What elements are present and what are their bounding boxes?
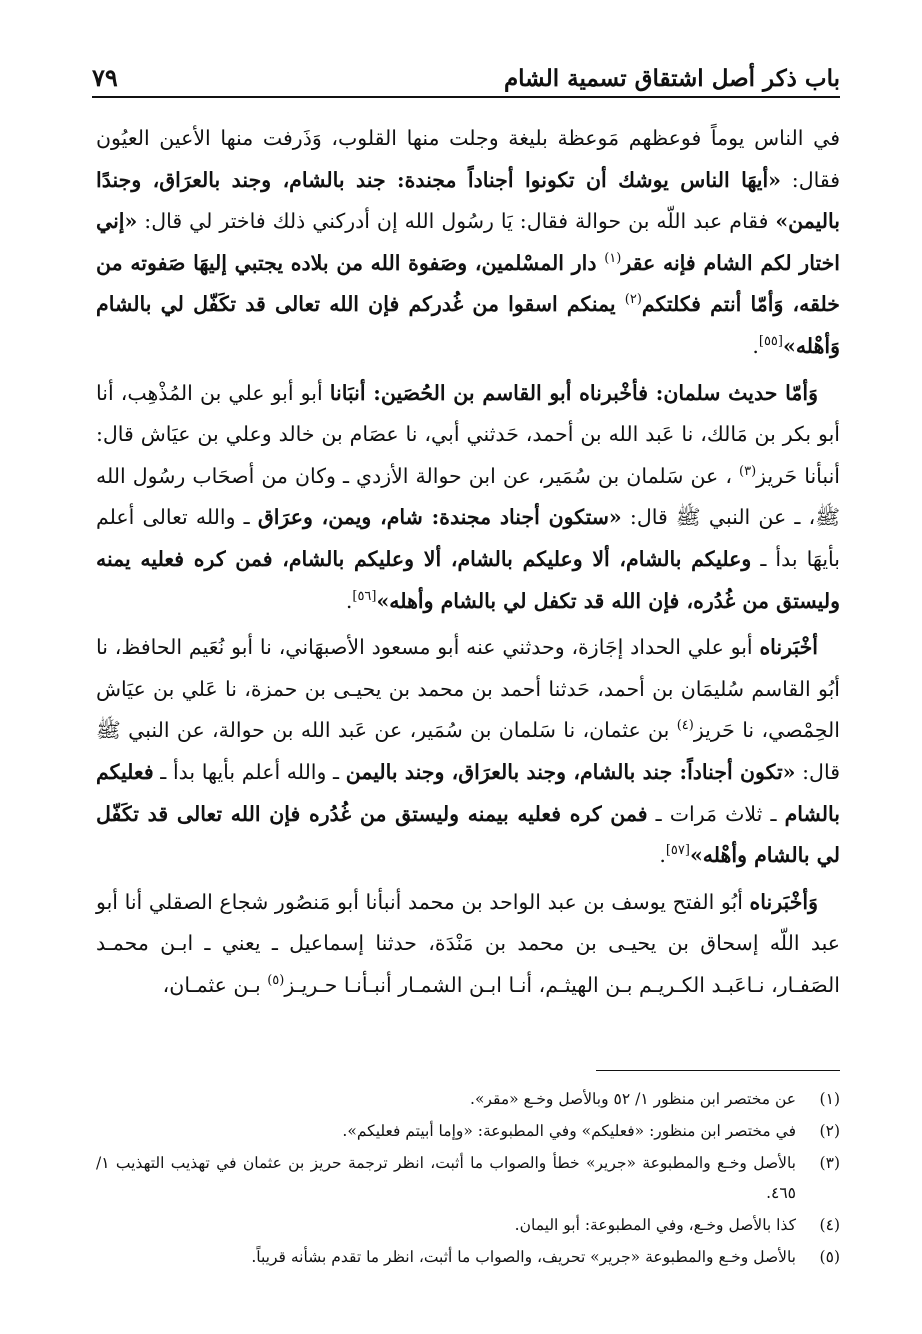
text-run: أبُو الفتح يوسف بن عبد الواحد بن محمد أنبأنا أبو مَنصُور شجاع الصقلي أنا أبو عبد اللّه إسحاق بن يحيـى بن محمد بن مَنْدَة، حدثنا إسماعيل ـ يعني ـ ابـن محمـد الصَفـار، نـاعَبـد الكـريـم بـن الهيثـم، أنـا ابـن الشمـار أنبـأنـا حـريـز: [96, 889, 840, 997]
hadith-quote: فمن كره فعليه بيمنه وليستق من غُدُره فإن الله تعالى قد تكَفّل لي بالشام وأهْله»: [96, 801, 840, 868]
isnad-heading: وَأخْبَرناه: [749, 889, 818, 914]
sentence-end: .: [345, 588, 353, 613]
text-run: بن عثمان، نا سَلمان بن سُمَير، عن عَبد الله بن حوالة، عن النبي ﷺ قال:: [96, 718, 841, 784]
text-run: بـن عثمـان،: [162, 972, 268, 997]
footnote: [96, 1242, 840, 1272]
page-number: ٧٩: [92, 63, 118, 92]
footnote: [96, 1210, 840, 1240]
footnote-separator: [596, 1070, 840, 1071]
text-run: أبو علي الحداد إجَازة، وحدثني عنه أبو مسعود الأصبهَاني، نا أبو نُعَيم الحافظ، نا أبُو القاسم سُليمَان بن أحمد، حَدثنا أحمد بن محمد بن يحيـى بن حمزة، نا عَلي بن عيَاش الحِمْصي، نا حَريز: [96, 635, 840, 743]
hadith-quote: فعليكم بالشام: [96, 759, 840, 826]
footnote-marker[interactable]: (٢): [624, 292, 642, 308]
hadith-quote: «إني اختار لكم الشام فإنه عقر: [96, 209, 840, 275]
header-rule: [92, 96, 840, 98]
main-text: [96, 118, 840, 1011]
text-run: ـ والله تعالى أعلم بأيهَا بدأ ـ: [96, 505, 841, 571]
footnote-number: (٢): [819, 1122, 840, 1140]
hadith-quote: «أيهَا الناس يوشك أن تكونوا أجناداً مجندة: جند بالشام، وجند بالعرَاق، وجندًا باليمن»: [96, 167, 840, 234]
isnad-heading: أخْبَرناه: [759, 635, 818, 660]
chapter-title: باب ذكر أصل اشتقاق تسمية الشام: [503, 65, 840, 92]
text-run: فقام عبد اللّه بن حوالة فقال: يَا رسُول الله إن أدركني ذلك فاختر لي قال:: [137, 209, 776, 234]
text-run: ، عن سَلمان بن سُمَير، عن ابن حوالة الأزدي ـ وكان من أصحَاب رسُول الله ﷺ، ـ عن النبي ﷺ قال:: [96, 463, 840, 530]
footnote: [96, 1116, 840, 1146]
footnote-text: في مختصر ابن منظور: «فعليكم» وفي المطبوعة: «وإما أبيتم فعليكم».: [342, 1122, 796, 1140]
footnote-number: (٣): [819, 1154, 840, 1172]
footnote-text: عن مختصر ابن منظور ١/ ٥٢ وبالأصل وخـع «مقر».: [470, 1090, 796, 1108]
running-header: [92, 52, 840, 98]
hadith-quote: يمنكم اسقوا من غُدركم فإن الله تعالى قد تكَفّل لي بالشام وَأهْله»: [96, 292, 840, 358]
footnote-text: بالأصل وخـع والمطبوعة «جرير» تحريف، والصواب ما أثبت، انظر ما تقدم بشأنه قريباً.: [251, 1248, 796, 1266]
sentence-end: .: [659, 843, 666, 868]
paragraph-4: [96, 882, 840, 1007]
text-run: ـ ثلاث مَرات ـ: [647, 801, 785, 826]
isnad-heading: وَأمّا حديث سلمان: فأخْبرناه أبو القاسم بن الحُصَين: أنبَانا: [329, 380, 818, 405]
paragraph-1: [96, 118, 840, 368]
hadith-reference: [٥٧]: [665, 843, 690, 859]
footnote-number: (١): [819, 1090, 840, 1108]
footnote-number: (٥): [819, 1248, 840, 1266]
footnote-marker[interactable]: (٥): [267, 972, 285, 988]
hadith-reference: [٥٥]: [758, 333, 783, 349]
hadith-quote: دار المسْلمين، وصَفوة الله من بلاده يجتبي إليهَا صَفوته من خلقه، وَأمّا أنتم فكلتكم: [96, 250, 840, 317]
footnote-marker[interactable]: (٤): [676, 718, 694, 734]
sentence-end: .: [752, 333, 759, 358]
paragraph-3: [96, 627, 840, 877]
footnote-marker[interactable]: (١): [604, 250, 622, 266]
footnote-marker[interactable]: (٣): [739, 463, 757, 479]
footnote: [96, 1148, 840, 1208]
hadith-quote: «تكون أجناداً: جند بالشام، وجند بالعرَاق، وجند باليمن: [345, 759, 796, 784]
paragraph-2: [96, 373, 840, 623]
footnote-text: بالأصل وخـع والمطبوعة «جرير» خطأ والصواب ما أثبت، انظر ترجمة حريز بن عثمان في تهذيب التهذيب ١/ ٤٦٥.: [96, 1154, 796, 1202]
hadith-reference: [٥٦]: [352, 588, 377, 604]
footnotes-section: [96, 1084, 840, 1274]
footnote: [96, 1084, 840, 1114]
hadith-quote: وعليكم بالشام، ألا وعليكم بالشام، ألا وعليكم بالشام، فمن كره فعليه يمنه وليستق من غُدُره، فإن الله قد تكفل لي بالشام وأهله»: [96, 546, 840, 613]
footnote-text: كذا بالأصل وخـع، وفي المطبوعة: أبو اليمان.: [514, 1216, 796, 1234]
text-run: في الناس يوماً فوعظهم مَوعظة بليغة وجلت منها القلوب، وَذَرفت منها الأعين العيُون فقال:: [96, 126, 841, 192]
text-run: ـ والله أعلم بأيها بدأ ـ: [153, 759, 346, 784]
text-run: أبو أبو علي بن المُذْهِب، أنا أبو بكر بن مَالك، نا عَبد الله بن أحمد، حَدثني أبي، نا عصَام بن خالد وعلي بن عيَاش قال: أنبأنا حَريز: [96, 380, 840, 488]
hadith-quote: «ستكون أجناد مجندة: شام، ويمن، وعرَاق: [257, 505, 622, 530]
footnote-number: (٤): [819, 1216, 840, 1234]
